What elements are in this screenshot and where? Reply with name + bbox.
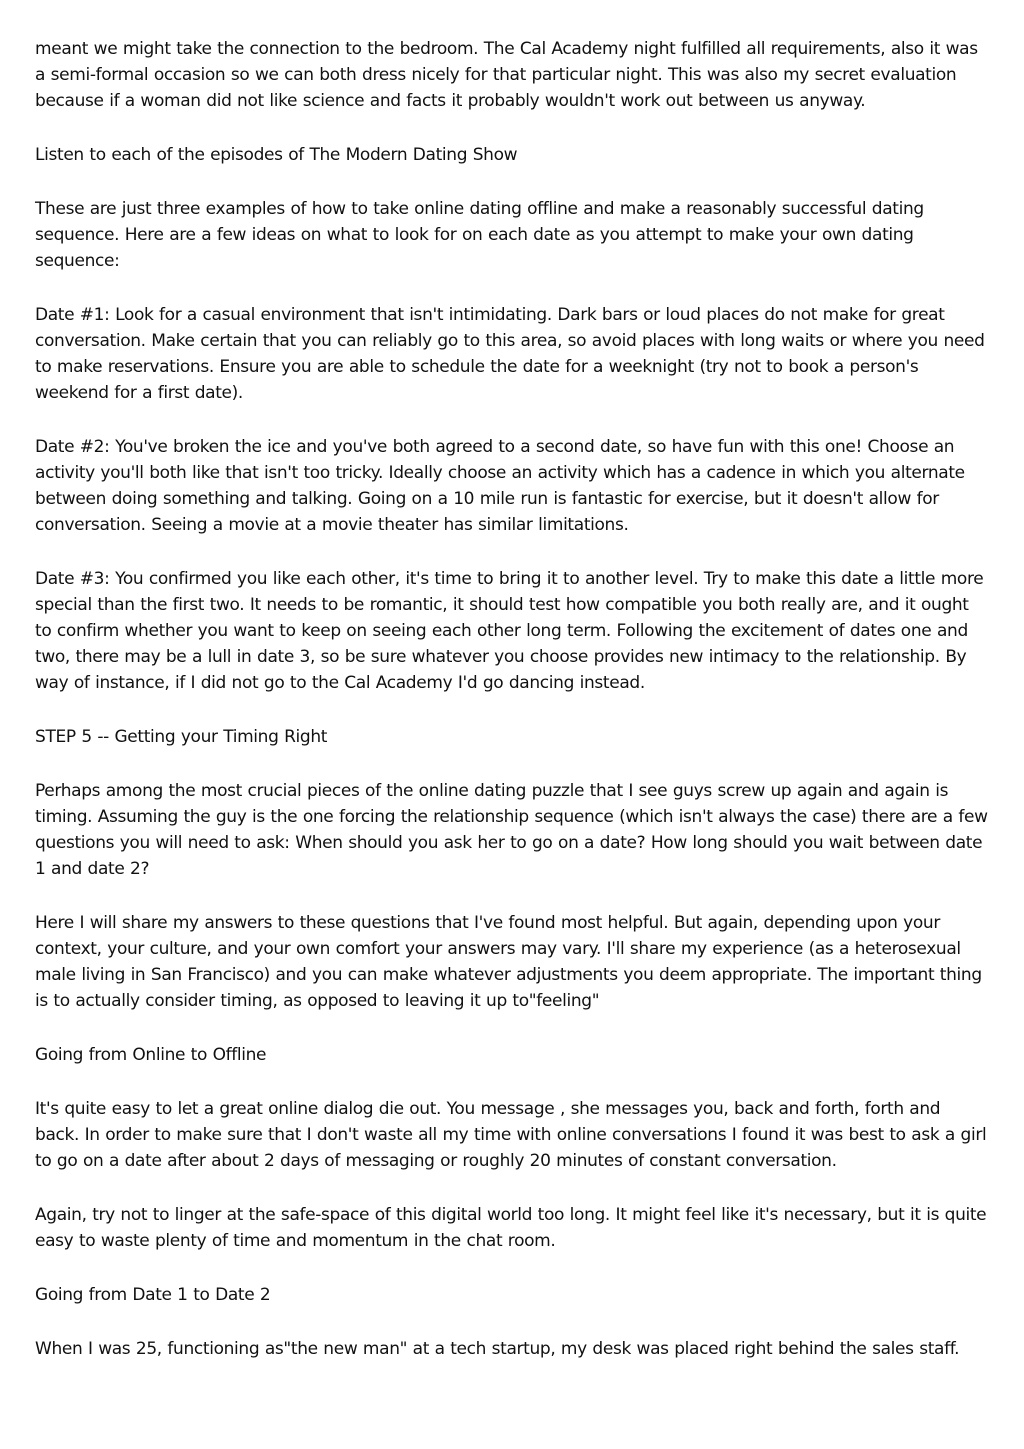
section-heading-date-1-to-2: Going from Date 1 to Date 2 xyxy=(35,1285,271,1305)
paragraph-date-3: Date #3: You confirmed you like each other, it's time to bring it to another level. Try to make this date a little more special than the first two. It needs to be romantic, it should test how compatible you both really are, and it ought to confirm whether you want to keep on seeing each other long term. Following the excitement of dates one and two, there may be a lull in date 3, so be sure whatever you choose provides new intimacy to the relationship. By way of instance, if I did not go to the Cal Academy I'd go dancing instead. xyxy=(35,569,984,693)
paragraph-startup: When I was 25, functioning as"the new man" at a tech startup, my desk was placed right behind the sales staff. xyxy=(35,1339,960,1359)
paragraph-continuation: meant we might take the connection to the bedroom. The Cal Academy night fulfilled all requirements, also it was a semi-formal occasion so we can both dress nicely for that particular night. This was also my secret evaluation because if a woman did not like science and facts it probably wouldn't work out between us anyway. xyxy=(35,39,978,111)
paragraph-date-2: Date #2: You've broken the ice and you've both agreed to a second date, so have fun with this one! Choose an activity you'll both like that isn't too tricky. Ideally choose an activity which has a cadence in which you alternate between doing something and talking. Going on a 10 mile run is fantastic for exercise, but it doesn't allow for conversation. Seeing a movie at a movie theater has similar limitations. xyxy=(35,437,965,535)
section-heading-online-offline: Going from Online to Offline xyxy=(35,1045,267,1065)
paragraph-answers: Here I will share my answers to these questions that I've found most helpful. But again, depending upon your context, your culture, and your own comfort your answers may vary. I'll share my experience (as a heterosexual male living in San Francisco) and you can make whatever adjustments you deem appropriate. The important thing is to actually consider timing, as opposed to leaving it up to"feeling" xyxy=(35,913,982,1011)
paragraph-intro-sequence: These are just three examples of how to take online dating offline and make a reasonably successful dating sequence. Here are a few ideas on what to look for on each date as you attempt to make your own dating sequence: xyxy=(35,199,924,271)
paragraph-safe-space: Again, try not to linger at the safe-space of this digital world too long. It might feel like it's necessary, but it is quite easy to waste plenty of time and momentum in the chat room. xyxy=(35,1205,987,1251)
paragraph-date-1: Date #1: Look for a casual environment that isn't intimidating. Dark bars or loud places do not make for great conversation. Make certain that you can reliably go to this area, so avoid places with long waits or where you need to make reservations. Ensure you are able to schedule the date for a weeknight (try not to book a person's weekend for a first date). xyxy=(35,305,985,403)
paragraph-timing: Perhaps among the most crucial pieces of the online dating puzzle that I see guys screw up again and again is timing. Assuming the guy is the one forcing the relationship sequence (which isn't always the case) there are a few questions you will need to ask: When should you ask her to go on a date? How long should you wait between date 1 and date 2? xyxy=(35,781,988,879)
paragraph-podcast-note: Listen to each of the episodes of The Modern Dating Show xyxy=(35,145,518,165)
section-heading-step-5: STEP 5 -- Getting your Timing Right xyxy=(35,727,328,747)
paragraph-online-dialog: It's quite easy to let a great online dialog die out. You message , she messages you, back and forth, forth and back. In order to make sure that I don't waste all my time with online conversations I found it was best to ask a girl to go on a date after about 2 days of messaging or roughly 20 minutes of constant conversation. xyxy=(35,1099,987,1171)
